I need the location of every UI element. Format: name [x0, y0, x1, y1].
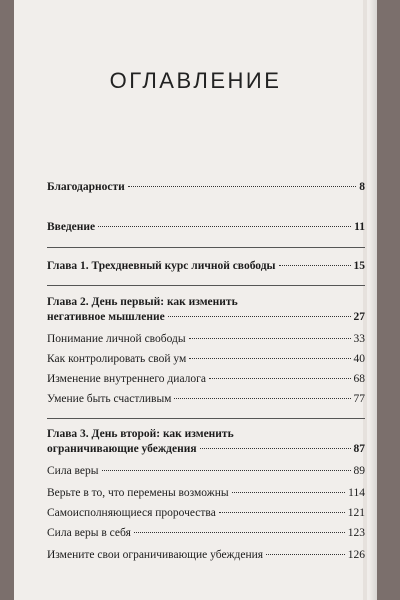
entry-label: негативное мышление — [47, 311, 165, 323]
toc-entry-section — [47, 392, 365, 407]
entry-page: 89 — [353, 465, 365, 477]
entry-page: 123 — [347, 527, 365, 539]
dot-leader — [134, 532, 345, 533]
chapter-3-title-line1: Глава 3. День второй: как изменить — [47, 428, 234, 440]
dot-leader — [98, 226, 351, 227]
entry-page: 68 — [353, 373, 365, 385]
dot-leader — [200, 448, 351, 449]
toc-title: ОГЛАВЛЕНИЕ — [109, 68, 282, 93]
toc-entry-section — [47, 506, 365, 521]
toc-entry-chapter-1 — [47, 259, 365, 274]
toc-entry-section — [47, 486, 365, 501]
entry-page: 114 — [348, 487, 365, 499]
entry-page: 121 — [347, 507, 365, 519]
entry-label: Понимание личной свободы — [47, 333, 186, 345]
entry-label: Умение быть счастливым — [47, 393, 172, 405]
toc-entry-section — [47, 548, 365, 563]
dot-leader — [189, 358, 350, 359]
entry-label: Сила веры — [47, 465, 99, 477]
entry-label: Измените свои ограничивающие убеждения — [47, 549, 264, 561]
toc-entry-section — [47, 372, 365, 387]
dot-leader — [266, 554, 345, 555]
dot-leader — [174, 398, 350, 399]
dot-leader — [128, 186, 357, 187]
entry-page: 126 — [347, 549, 365, 561]
entry-label: Изменение внутреннего диалога — [47, 373, 206, 385]
toc-entry-section — [47, 352, 365, 367]
toc-entry-chapter-3 — [47, 442, 365, 457]
entry-page: 33 — [353, 333, 365, 345]
entry-page: 40 — [353, 353, 365, 365]
entry-page: 87 — [353, 443, 365, 455]
dot-leader — [168, 316, 351, 317]
entry-page: 11 — [354, 221, 365, 233]
divider-rule — [47, 285, 365, 286]
entry-label: Сила веры в себя — [47, 527, 131, 539]
dot-leader — [219, 512, 345, 513]
toc-entry-acknowledgements — [47, 180, 365, 195]
dot-leader — [189, 338, 351, 339]
entry-label: Самоисполняющиеся пророчества — [47, 507, 216, 519]
entry-page: 8 — [359, 181, 365, 193]
toc-entry-chapter-2 — [47, 310, 365, 325]
entry-label: Благодарности — [47, 181, 125, 193]
dot-leader — [209, 378, 351, 379]
chapter-2-title-line1: Глава 2. День первый: как изменить — [47, 296, 238, 308]
entry-page: 77 — [353, 393, 365, 405]
dot-leader — [102, 470, 351, 471]
divider-rule — [47, 418, 365, 419]
toc-entry-section — [47, 332, 365, 347]
entry-label: Верьте в то, что перемены возможны — [47, 487, 229, 499]
toc-entry-section — [47, 464, 365, 479]
book-page — [14, 0, 377, 600]
dot-leader — [232, 492, 346, 493]
entry-label: ограничивающие убеждения — [47, 443, 197, 455]
divider-rule — [47, 247, 365, 248]
toc-entry-section — [47, 526, 365, 541]
entry-label: Как контролировать свой ум — [47, 353, 187, 365]
dot-leader — [279, 265, 351, 266]
entry-label: Глава 1. Трехдневный курс личной свободы — [47, 260, 276, 272]
toc-entry-introduction — [47, 220, 365, 235]
entry-label: Введение — [47, 221, 96, 233]
entry-page: 15 — [353, 260, 365, 272]
entry-page: 27 — [353, 311, 365, 323]
